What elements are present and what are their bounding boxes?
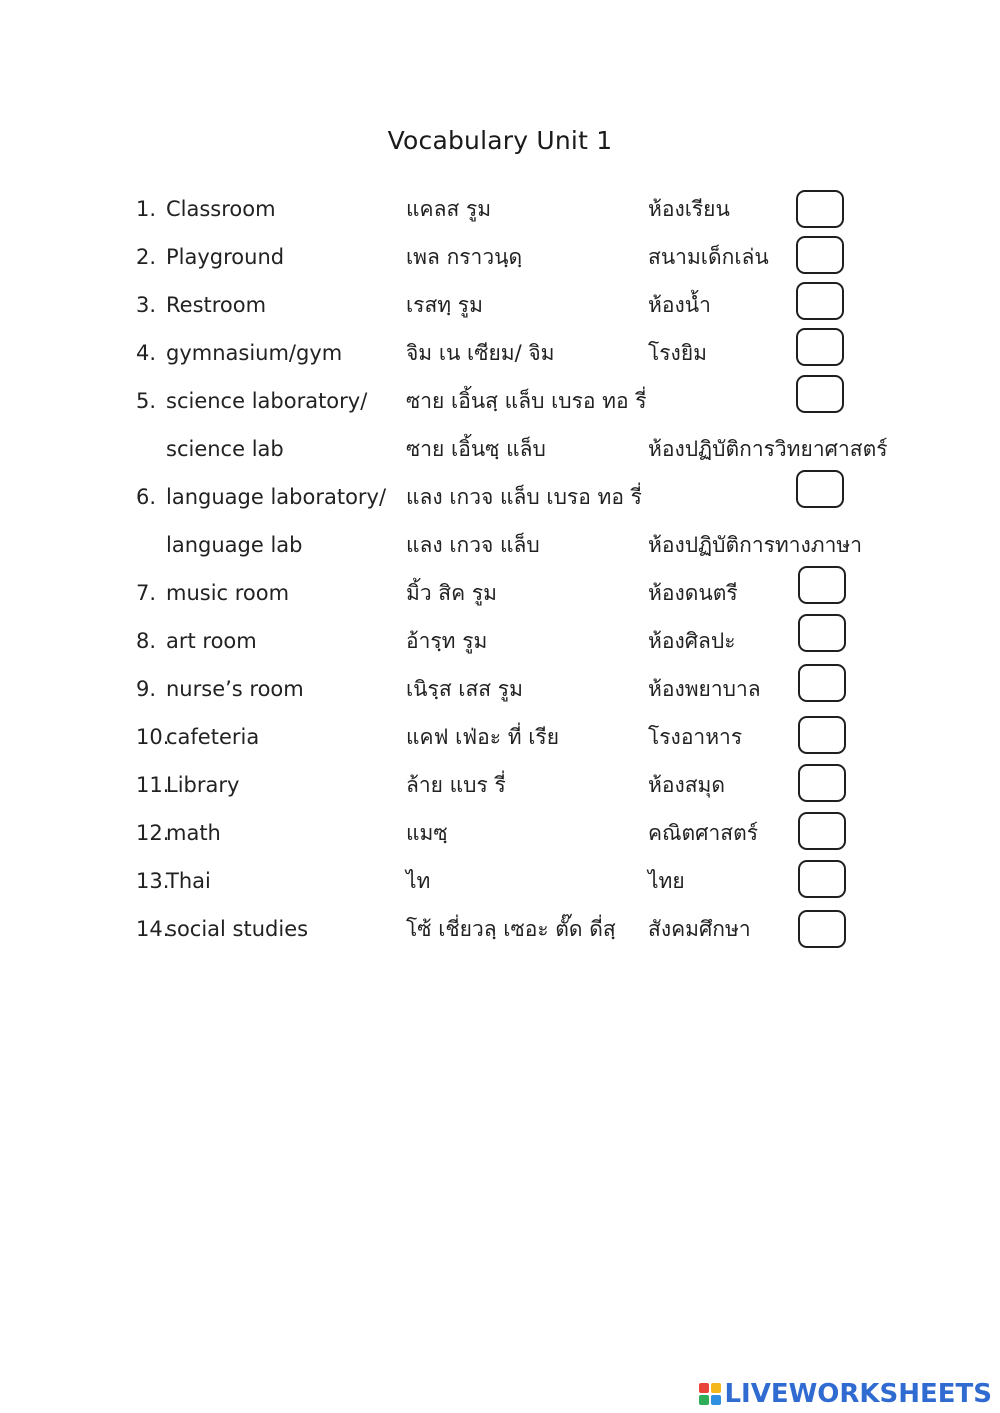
logo-square-yellow: [711, 1383, 721, 1393]
thai-pronunciation: อ้ารฺท รูม: [406, 629, 488, 653]
vocab-row-7: [0, 578, 1000, 608]
thai-pronunciation: ล้าย แบร รี่: [406, 773, 506, 797]
item-number: 14.: [136, 917, 170, 941]
thai-meaning: โรงอาหาร: [648, 725, 743, 749]
answer-box-5[interactable]: [796, 375, 844, 413]
answer-box-4[interactable]: [796, 328, 844, 366]
thai-meaning: ห้องพยาบาล: [648, 677, 761, 701]
thai-pronunciation: ซาย เอิ้นสฺ แล็บ เบรอ ทอ รี่: [406, 389, 647, 413]
english-word: art room: [166, 629, 257, 653]
item-number: 13.: [136, 869, 170, 893]
liveworksheets-logo-icon: [699, 1383, 721, 1405]
vocab-row-6b: [0, 530, 1000, 560]
english-word: Thai: [166, 869, 211, 893]
answer-box-11[interactable]: [798, 764, 846, 802]
brand-text-live: LIVE: [724, 1379, 789, 1409]
answer-box-3[interactable]: [796, 282, 844, 320]
thai-meaning: คณิตศาสตร์: [648, 821, 759, 845]
vocab-row-11: [0, 770, 1000, 800]
liveworksheets-brand: [699, 1377, 992, 1411]
english-word: math: [166, 821, 221, 845]
vocab-row-2: [0, 242, 1000, 272]
thai-pronunciation: ไท: [406, 869, 431, 893]
thai-meaning: โรงยิม: [648, 341, 707, 365]
answer-box-7[interactable]: [798, 566, 846, 604]
item-number: 4.: [136, 341, 157, 365]
thai-meaning: ห้องเรียน: [648, 197, 730, 221]
answer-box-8[interactable]: [798, 614, 846, 652]
logo-square-blue: [711, 1395, 721, 1405]
vocab-row-6: [0, 482, 1000, 512]
item-number: 6.: [136, 485, 157, 509]
logo-square-red: [699, 1383, 709, 1393]
thai-pronunciation: แมซฺ: [406, 821, 448, 845]
answer-box-12[interactable]: [798, 812, 846, 850]
vocab-row-14: [0, 914, 1000, 944]
english-word: music room: [166, 581, 290, 605]
vocab-row-5b: [0, 434, 1000, 464]
vocab-row-9: [0, 674, 1000, 704]
thai-pronunciation: แคฟ เฟ่อะ ที่ เรีย: [406, 725, 560, 749]
answer-box-6[interactable]: [796, 470, 844, 508]
page-title: Vocabulary Unit 1: [387, 126, 613, 155]
item-number: 2.: [136, 245, 157, 269]
answer-box-13[interactable]: [798, 860, 846, 898]
english-word: language lab: [166, 533, 303, 557]
answer-box-9[interactable]: [798, 664, 846, 702]
answer-box-14[interactable]: [798, 910, 846, 948]
english-word: Restroom: [166, 293, 267, 317]
thai-meaning: ไทย: [648, 869, 685, 893]
english-word: Classroom: [166, 197, 276, 221]
english-word: science laboratory/: [166, 389, 368, 413]
thai-pronunciation: เนิรฺส เสส รูม: [406, 677, 523, 701]
answer-box-2[interactable]: [796, 236, 844, 274]
vocab-row-8: [0, 626, 1000, 656]
thai-pronunciation: จิม เน เซียม/ จิม: [406, 341, 555, 365]
english-word: Library: [166, 773, 240, 797]
item-number: 1.: [136, 197, 157, 221]
thai-pronunciation: มิ้ว สิค รูม: [406, 581, 497, 605]
brand-text-worksheets: WORKSHEETS: [788, 1379, 992, 1409]
item-number: 5.: [136, 389, 157, 413]
item-number: 8.: [136, 629, 157, 653]
thai-meaning: ห้องดนตรี: [648, 581, 738, 605]
thai-meaning: สังคมศึกษา: [648, 917, 751, 941]
item-number: 7.: [136, 581, 157, 605]
answer-box-1[interactable]: [796, 190, 844, 228]
english-word: gymnasium/gym: [166, 341, 343, 365]
item-number: 12.: [136, 821, 170, 845]
thai-pronunciation: แลง เกวจ แล็บ เบรอ ทอ รี่: [406, 485, 642, 509]
thai-meaning: ห้องน้ำ: [648, 293, 711, 317]
thai-meaning: ห้องปฏิบัติการทางภาษา: [648, 533, 863, 557]
vocab-row-13: [0, 866, 1000, 896]
thai-meaning: ห้องปฏิบัติการวิทยาศาสตร์: [648, 437, 888, 461]
thai-meaning: สนามเด็กเล่น: [648, 245, 769, 269]
thai-pronunciation: เพล กราวนฺดฺ: [406, 245, 523, 269]
thai-meaning: ห้องสมุด: [648, 773, 726, 797]
logo-square-green: [699, 1395, 709, 1405]
english-word: science lab: [166, 437, 284, 461]
english-word: social studies: [166, 917, 309, 941]
thai-meaning: ห้องศิลปะ: [648, 629, 736, 653]
english-word: cafeteria: [166, 725, 260, 749]
thai-pronunciation: แคลส รูม: [406, 197, 492, 221]
vocab-row-3: [0, 290, 1000, 320]
vocab-row-12: [0, 818, 1000, 848]
vocab-row-10: [0, 722, 1000, 752]
item-number: 9.: [136, 677, 157, 701]
english-word: Playground: [166, 245, 285, 269]
english-word: language laboratory/: [166, 485, 387, 509]
thai-pronunciation: แลง เกวจ แล็บ: [406, 533, 540, 557]
item-number: 3.: [136, 293, 157, 317]
thai-pronunciation: ซาย เอิ้นซฺ แล็บ: [406, 437, 546, 461]
vocab-row-5: [0, 386, 1000, 416]
item-number: 11.: [136, 773, 170, 797]
vocab-row-1: [0, 194, 1000, 224]
english-word: nurse’s room: [166, 677, 304, 701]
item-number: 10.: [136, 725, 170, 749]
answer-box-10[interactable]: [798, 716, 846, 754]
vocab-row-4: [0, 338, 1000, 368]
thai-pronunciation: โซ้ เชี่ยวลฺ เซอะ ตั๊ด ดี่สฺ: [406, 917, 616, 941]
thai-pronunciation: เรสทฺ รูม: [406, 293, 483, 317]
